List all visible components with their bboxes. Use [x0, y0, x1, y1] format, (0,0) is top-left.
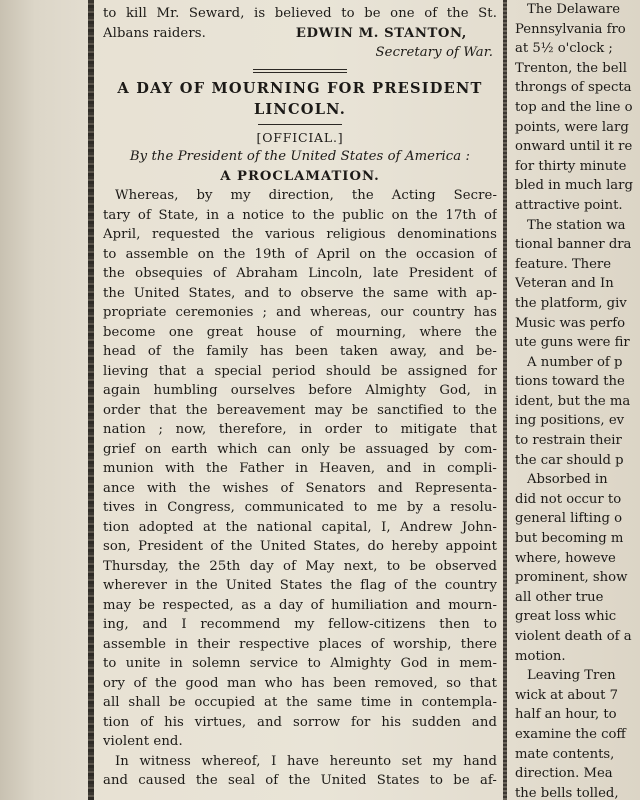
body-line: tion adopted at the national capital, I, Andrew John-	[103, 519, 497, 535]
top-line-2-left: Albans raiders.	[103, 25, 206, 41]
right-column-line: violent death of a	[515, 629, 632, 644]
body-line: violent end.	[103, 734, 183, 749]
body-line: to assemble on the 19th of April on the occasion of	[103, 246, 497, 262]
body-line: the United States, and to observe the same with ap-	[103, 285, 497, 301]
top-line-2	[103, 24, 497, 44]
right-column-line: general lifting o	[515, 511, 623, 527]
body-line: head of the family has been taken away, and be-	[103, 344, 497, 359]
right-column-line: ute guns were fir	[515, 335, 630, 351]
right-column-line: throngs of specta	[515, 80, 632, 96]
right-column-line: where, howeve	[515, 550, 616, 566]
body-line: nation ; now, therefore, in order to mitigate that	[103, 422, 497, 437]
column-rule-middle	[503, 0, 507, 800]
body-line: April, requested the various religious denominations	[103, 227, 497, 242]
body-line: become one great house of mourning, where the	[103, 324, 497, 340]
right-column-line: Trenton, the bell	[515, 60, 627, 76]
body-line: ance with the wishes of Senators and Representa-	[103, 480, 497, 496]
right-column-line: the platform, giv	[515, 295, 627, 311]
right-column-line: Leaving Tren	[527, 668, 616, 684]
right-column-line: mate contents,	[515, 746, 615, 762]
body-line: lieving that a special period should be assigned for	[103, 363, 497, 379]
body-line: assemble in their respective places of worship, there	[103, 636, 497, 652]
body-line: propriate ceremonies ; and whereas, our country has	[103, 305, 497, 320]
headline-line-2: LINCOLN.	[253, 100, 347, 118]
right-column-line: Pennsylvania fro	[515, 21, 626, 37]
right-column-line: top and the line o	[515, 99, 633, 115]
right-column-line: wick at about 7	[515, 687, 619, 703]
body-line: munion with the Father in Heaven, and in compli-	[103, 461, 497, 476]
right-column-line: for thirty minute	[515, 158, 627, 174]
right-column-line: all other true	[515, 589, 604, 605]
body-line: son, President of the United States, do hereby appoint	[103, 539, 497, 554]
body-line: tion of his virtues, and sorrow for his sudden and	[103, 714, 497, 730]
body-line: order that the bereavement may be sanctified to the	[103, 402, 497, 418]
body-line: tives in Congress, communicated to me by a resolu-	[103, 500, 497, 515]
right-column-line: Music was perfo	[515, 315, 626, 331]
headline-line-1: A DAY OF MOURNING FOR PRESIDENT	[117, 79, 483, 97]
right-column-line: attractive point.	[515, 197, 623, 213]
right-column-line: The Delaware	[527, 2, 621, 17]
right-column-text	[515, 0, 640, 800]
byline: By the President of the United States of America :	[129, 149, 471, 164]
section-divider	[253, 69, 347, 73]
body-line: grief on earth which can only be assuaged by com-	[103, 441, 497, 457]
body-line: to unite in solemn service to Almighty God in mem-	[103, 656, 497, 671]
right-column-line: great loss whic	[515, 609, 617, 625]
right-column-line: onward until it re	[515, 139, 633, 155]
right-column-line: to restrain their	[515, 433, 622, 449]
right-column-line: feature. There	[515, 256, 612, 272]
right-column-line: direction. Mea	[515, 766, 613, 782]
right-column-line: the bells tolled,	[515, 785, 619, 800]
right-column-line: did not occur to	[515, 491, 622, 507]
right-column-line: tions toward the	[515, 374, 625, 390]
body-line: ing, and I recommend my fellow-citizens then to	[103, 617, 497, 632]
right-column-line: Veteran and In	[515, 276, 614, 292]
right-column-line: The station wa	[527, 217, 626, 233]
body-line: tary of State, in a notice to the public on the 17th of	[103, 207, 497, 223]
right-column-line: but becoming m	[515, 531, 624, 547]
right-column-line: A number of p	[527, 354, 623, 370]
official-label: [OFFICIAL.]	[256, 129, 344, 145]
body-line: may be respected, as a day of humiliation and mourn-	[103, 597, 497, 613]
right-column-line: prominent, show	[515, 570, 628, 586]
right-column-line: points, were larg	[515, 119, 629, 135]
right-column-line: the car should p	[515, 452, 624, 468]
body-line: all shall be occupied at the same time in contempla-	[103, 695, 497, 710]
body-line: wherever in the United States the flag of the country	[103, 578, 497, 593]
right-column-line: ident, but the ma	[515, 393, 631, 409]
right-column-line: bled in much larg	[515, 178, 633, 194]
proclamation-title: A PROCLAMATION.	[220, 168, 380, 184]
right-column-line: Absorbed in	[527, 472, 608, 488]
proclamation-body	[103, 186, 497, 791]
body-line: the obsequies of Abraham Lincoln, late President of	[103, 266, 497, 281]
body-line: In witness whereof, I have hereunto set my hand	[115, 753, 497, 769]
left-margin	[0, 0, 88, 800]
body-line: ory of the good man who has been removed, so that	[103, 675, 497, 691]
right-column-line: ing positions, ev	[515, 413, 625, 429]
body-line: and caused the seal of the United States to be af-	[103, 773, 497, 788]
signature-title: Secretary of War.	[375, 45, 493, 60]
right-column-line: tional banner dra	[515, 237, 632, 253]
right-column	[515, 0, 640, 800]
right-column-line: motion.	[515, 648, 566, 664]
right-column-line: half an hour, to	[515, 707, 617, 723]
top-line-1: to kill Mr. Seward, is believed to be one of the St.	[103, 6, 497, 21]
headline-divider	[258, 124, 342, 125]
right-column-line: at 5½ o'clock ;	[515, 41, 613, 57]
body-line: Thursday, the 25th day of May next, to be observed	[103, 558, 497, 574]
right-column-line: examine the coff	[515, 726, 626, 742]
body-line: Whereas, by my direction, the Acting Secre-	[115, 188, 497, 203]
column-rule-left	[88, 0, 94, 800]
main-column	[103, 0, 497, 800]
signature-name: EDWIN M. STANTON,	[295, 25, 467, 41]
body-line: again humbling ourselves before Almighty God, in	[103, 383, 497, 398]
